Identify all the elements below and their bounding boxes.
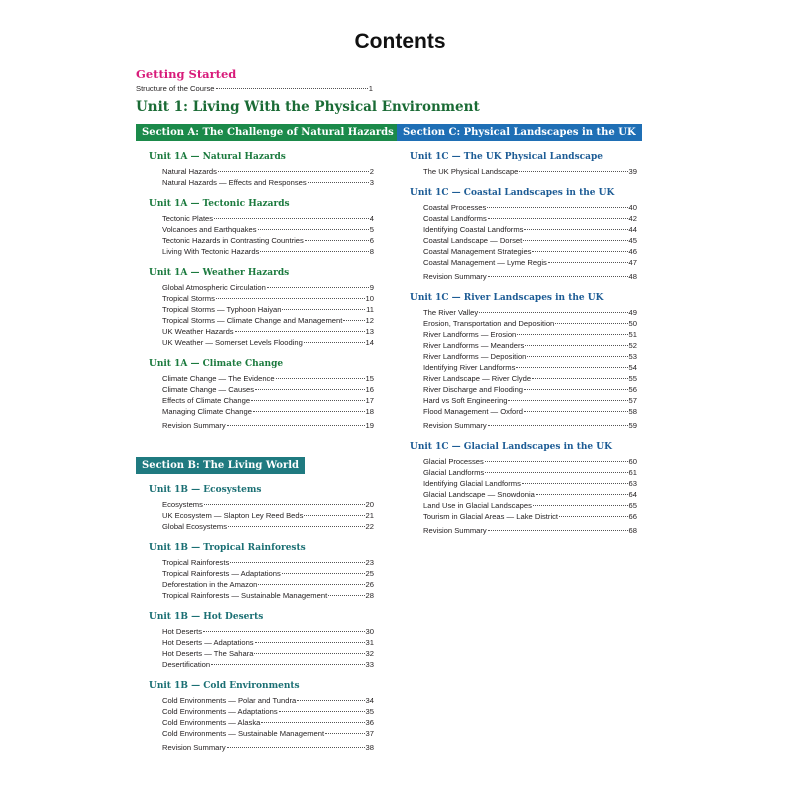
toc-entry-label: River Landforms — Meanders [423,341,525,350]
toc-entry-label: Revision Summary [423,272,487,281]
toc-entry-label: Hot Deserts — The Sahara [162,649,254,658]
toc-entry-page: 2 [369,167,374,176]
toc-entry[interactable] [162,648,374,659]
dot-leader [524,389,628,390]
toc-entry-page: 26 [365,580,374,589]
toc-entry[interactable] [162,282,374,293]
toc-entry[interactable] [423,467,637,478]
toc-entry-label: Erosion, Transportation and Deposition [423,319,555,328]
dot-leader [204,504,365,505]
toc-entry-page: 14 [365,338,374,347]
subsection-heading: Unit 1C — Glacial Landscapes in the UK [410,442,612,452]
subsection-heading: Unit 1B — Tropical Rainforests [149,543,306,553]
toc-entry[interactable] [423,395,637,406]
dot-leader [230,562,364,563]
toc-entry-page: 66 [628,512,637,521]
toc-entry[interactable] [162,579,374,590]
toc-entry-label: Tropical Storms — Climate Change and Management [162,316,343,325]
toc-entry-page: 42 [628,214,637,223]
toc-entry-page: 33 [365,660,374,669]
toc-entry[interactable] [162,384,374,395]
dot-leader [325,733,364,734]
toc-entry[interactable] [162,637,374,648]
toc-entry-page: 53 [628,352,637,361]
toc-entry-label: Tropical Rainforests — Adaptations [162,569,281,578]
toc-entry-label: Coastal Landforms [423,214,487,223]
toc-entry[interactable] [423,511,637,522]
section-c-bar: Section C: Physical Landscapes in the UK [397,124,642,141]
dot-leader [297,700,364,701]
toc-entry[interactable] [423,307,637,318]
dot-leader [203,631,364,632]
toc-entry-label: Global Atmospheric Circulation [162,283,266,292]
toc-entry-label: Volcanoes and Earthquakes [162,225,257,234]
toc-entry[interactable] [162,337,374,348]
toc-entry[interactable] [162,659,374,670]
dot-leader [555,323,627,324]
toc-entry-label: Identifying Glacial Landforms [423,479,521,488]
dot-leader [251,400,364,401]
toc-entry-label: Glacial Landscape — Snowdonia [423,490,535,499]
toc-entry-label: Glacial Landforms [423,468,485,477]
toc-entry-page: 44 [628,225,637,234]
toc-entry[interactable] [423,362,637,373]
toc-entry-label: Deforestation in the Amazon [162,580,258,589]
dot-leader [267,287,369,288]
section-a-list [136,152,374,431]
toc-entry-page: 3 [369,178,374,187]
section-c-list [397,152,637,536]
toc-entry-page: 47 [628,258,637,267]
toc-entry-page: 15 [365,374,374,383]
toc-entry[interactable] [162,235,374,246]
dot-leader [488,530,628,531]
dot-leader [533,505,628,506]
dot-leader [216,88,368,89]
toc-entry[interactable] [423,224,637,235]
toc-entry-label: The UK Physical Landscape [423,167,519,176]
dot-leader [258,229,369,230]
dot-leader [527,356,627,357]
toc-entry-page: 64 [628,490,637,499]
toc-entry-page: 20 [365,500,374,509]
toc-entry-label: Climate Change — Causes [162,385,255,394]
dot-leader [488,276,628,277]
toc-entry-label: Hot Deserts — Adaptations [162,638,254,647]
section-b-list [136,485,374,753]
dot-leader [261,722,364,723]
toc-entry-page: 28 [365,591,374,600]
right-column [397,122,637,536]
toc-entry-label: Glacial Processes [423,457,484,466]
dot-leader [227,747,365,748]
unit-heading: Unit 1: Living With the Physical Environment [136,99,480,115]
toc-entry-label: Identifying River Landforms [423,363,516,372]
toc-entry-label: Cold Environments — Adaptations [162,707,278,716]
dot-leader [524,411,628,412]
toc-entry-label: Identifying Coastal Landforms [423,225,524,234]
dot-leader [305,240,369,241]
toc-entry[interactable] [162,224,374,235]
toc-entry-label: Tropical Storms — Typhoon Haiyan [162,305,282,314]
toc-entry-page: 11 [366,305,374,314]
toc-entry-page: 32 [365,649,374,658]
toc-entry-page: 68 [628,526,637,535]
toc-entry-page: 39 [628,167,637,176]
toc-entry[interactable] [162,293,374,304]
toc-entry-page: 12 [365,316,374,325]
toc-entry[interactable] [162,246,374,257]
subsection-heading: Unit 1A — Weather Hazards [149,268,290,278]
dot-leader [282,573,365,574]
toc-entry-page: 21 [365,511,374,520]
toc-entry-page: 8 [369,247,374,256]
toc-entry[interactable] [162,177,374,188]
toc-entry-page: 22 [365,522,374,531]
toc-entry-label: Revision Summary [162,421,226,430]
toc-entry[interactable] [162,590,374,601]
revision-summary-entry[interactable] [162,420,374,431]
dot-leader [255,389,365,390]
dot-leader [485,472,627,473]
dot-leader [488,425,628,426]
revision-summary-entry[interactable] [423,525,637,536]
toc-entry[interactable] [162,695,374,706]
toc-entry-label: Natural Hazards [162,167,217,176]
dot-leader [525,345,627,346]
toc-entry-label: Living With Tectonic Hazards [162,247,260,256]
toc-entry-label: Tourism in Glacial Areas — Lake District [423,512,559,521]
toc-entry[interactable] [136,83,373,94]
dot-leader [279,711,365,712]
toc-entry[interactable] [423,500,637,511]
dot-leader [235,331,365,332]
toc-entry-page: 31 [365,638,374,647]
toc-entry[interactable] [423,489,637,500]
toc-entry-label: Climate Change — The Evidence [162,374,275,383]
toc-entry-page: 59 [628,421,637,430]
toc-entry[interactable] [162,213,374,224]
toc-entry[interactable] [162,304,374,315]
dot-leader [532,378,628,379]
toc-entry[interactable] [162,395,374,406]
toc-entry-page: 57 [628,396,637,405]
toc-entry-label: Structure of the Course [136,84,215,93]
toc-entry[interactable] [423,166,637,177]
dot-leader [485,461,628,462]
page-title: Contents [354,30,446,53]
dot-leader [532,251,627,252]
toc-entry-label: Tropical Storms [162,294,215,303]
toc-entry-page: 40 [628,203,637,212]
dot-leader [255,642,365,643]
toc-entry-label: Coastal Landscape — Dorset [423,236,523,245]
toc-entry-label: Global Ecosystems [162,522,227,531]
toc-entry-label: Effects of Climate Change [162,396,251,405]
dot-leader [524,229,627,230]
subsection-heading: Unit 1A — Tectonic Hazards [149,199,290,209]
dot-leader [258,584,364,585]
toc-entry-page: 17 [365,396,374,405]
dot-leader [516,367,627,368]
section-b-bar: Section B: The Living World [136,457,305,474]
dot-leader [328,595,364,596]
dot-leader [254,653,364,654]
subsection-heading: Unit 1A — Natural Hazards [149,152,286,162]
toc-entry-page: 50 [628,319,637,328]
toc-entry[interactable] [162,557,374,568]
toc-entry-page: 1 [368,84,373,93]
toc-entry-page: 35 [365,707,374,716]
toc-entry[interactable] [162,499,374,510]
toc-entry-label: Managing Climate Change [162,407,252,416]
toc-entry-label: UK Weather Hazards [162,327,234,336]
left-column [136,122,394,753]
subsection-heading: Unit 1C — Coastal Landscapes in the UK [410,188,615,198]
subsection-heading: Unit 1A — Climate Change [149,359,284,369]
toc-entry[interactable] [162,626,374,637]
toc-entry-label: River Landforms — Erosion [423,330,517,339]
getting-started-heading: Getting Started [136,67,237,81]
toc-entry-page: 9 [369,283,374,292]
toc-entry-label: Tropical Rainforests — Sustainable Management [162,591,328,600]
toc-entry-page: 25 [365,569,374,578]
toc-entry-label: Coastal Management — Lyme Regis [423,258,547,267]
dot-leader [218,171,369,172]
toc-entry-label: Hot Deserts [162,627,203,636]
toc-entry-page: 55 [628,374,637,383]
toc-entry[interactable] [162,166,374,177]
toc-entry[interactable] [423,329,637,340]
toc-entry-label: Tectonic Plates [162,214,214,223]
toc-entry[interactable] [162,326,374,337]
toc-entry-page: 63 [628,479,637,488]
toc-entry[interactable] [423,340,637,351]
toc-entry[interactable] [162,373,374,384]
toc-entry-label: UK Weather — Somerset Levels Flooding [162,338,303,347]
dot-leader [517,334,627,335]
toc-entry[interactable] [423,351,637,362]
toc-entry-label: Natural Hazards — Effects and Responses [162,178,307,187]
toc-entry-page: 52 [628,341,637,350]
toc-entry[interactable] [423,478,637,489]
dot-leader [508,400,627,401]
toc-entry-page: 16 [365,385,374,394]
toc-entry-label: The River Valley [423,308,479,317]
toc-entry[interactable] [162,315,374,326]
dot-leader [519,171,627,172]
toc-entry-page: 37 [365,729,374,738]
toc-entry[interactable] [423,235,637,246]
toc-entry-page: 58 [628,407,637,416]
dot-leader [304,515,364,516]
toc-entry[interactable] [423,384,637,395]
section-a-bar: Section A: The Challenge of Natural Hazards [136,124,400,141]
toc-entry-label: River Landscape — River Clyde [423,374,532,383]
toc-entry-label: Flood Management — Oxford [423,407,524,416]
dot-leader [479,312,627,313]
toc-entry-page: 56 [628,385,637,394]
toc-entry-page: 46 [628,247,637,256]
dot-leader [260,251,368,252]
toc-entry-page: 23 [365,558,374,567]
toc-entry[interactable] [162,568,374,579]
toc-entry[interactable] [423,373,637,384]
toc-entry[interactable] [423,246,637,257]
subsection-heading: Unit 1C — The UK Physical Landscape [410,152,603,162]
revision-summary-entry[interactable] [162,742,374,753]
revision-summary-entry[interactable] [423,420,637,431]
toc-entry-page: 36 [365,718,374,727]
toc-entry-label: Coastal Processes [423,203,487,212]
toc-entry-page: 49 [628,308,637,317]
toc-entry[interactable] [162,717,374,728]
dot-leader [214,218,369,219]
toc-entry-page: 13 [365,327,374,336]
dot-leader [343,320,364,321]
toc-entry-label: Revision Summary [423,526,487,535]
toc-entry-label: River Landforms — Deposition [423,352,527,361]
toc-entry-label: Cold Environments — Alaska [162,718,261,727]
toc-entry-page: 30 [365,627,374,636]
dot-leader [488,218,628,219]
toc-entry-label: Cold Environments — Polar and Tundra [162,696,297,705]
toc-entry-page: 45 [628,236,637,245]
dot-leader [227,425,365,426]
dot-leader [228,526,365,527]
toc-entry-page: 34 [365,696,374,705]
toc-entry-label: UK Ecosystem — Slapton Ley Reed Beds [162,511,304,520]
toc-entry-page: 65 [628,501,637,510]
toc-entry-page: 54 [628,363,637,372]
toc-entry[interactable] [423,456,637,467]
toc-entry-page: 61 [628,468,637,477]
toc-entry-label: Coastal Management Strategies [423,247,532,256]
toc-entry-label: Cold Environments — Sustainable Management [162,729,325,738]
subsection-heading: Unit 1C — River Landscapes in the UK [410,293,604,303]
toc-entry[interactable] [162,510,374,521]
toc-entry-page: 19 [365,421,374,430]
dot-leader [548,262,628,263]
toc-entry-label: Tectonic Hazards in Contrasting Countries [162,236,304,245]
toc-entry-page: 51 [628,330,637,339]
subsection-heading: Unit 1B — Ecosystems [149,485,262,495]
toc-entry-label: Desertification [162,660,211,669]
toc-entry-page: 10 [365,294,374,303]
toc-entry-page: 48 [628,272,637,281]
dot-leader [276,378,365,379]
dot-leader [216,298,365,299]
subsection-heading: Unit 1B — Hot Deserts [149,612,264,622]
toc-entry[interactable] [162,521,374,532]
toc-entry-label: Ecosystems [162,500,203,509]
subsection-heading: Unit 1B — Cold Environments [149,681,300,691]
toc-entry[interactable] [423,318,637,329]
toc-entry-page: 4 [369,214,374,223]
dot-leader [253,411,365,412]
toc-entry[interactable] [162,706,374,717]
dot-leader [522,483,628,484]
toc-entry[interactable] [162,728,374,739]
toc-entry[interactable] [423,406,637,417]
toc-entry-label: Land Use in Glacial Landscapes [423,501,532,510]
toc-entry-page: 60 [628,457,637,466]
toc-entry-label: Hard vs Soft Engineering [423,396,508,405]
revision-summary-entry[interactable] [423,271,637,282]
dot-leader [282,309,365,310]
toc-entry-page: 38 [365,743,374,752]
dot-leader [308,182,369,183]
toc-entry-label: Revision Summary [423,421,487,430]
toc-entry-label: River Discharge and Flooding [423,385,524,394]
dot-leader [536,494,628,495]
dot-leader [304,342,365,343]
toc-entry-label: Tropical Rainforests [162,558,230,567]
dot-leader [559,516,628,517]
toc-entry-label: Revision Summary [162,743,226,752]
toc-entry[interactable] [162,406,374,417]
toc-entry[interactable] [423,202,637,213]
dot-leader [487,207,627,208]
toc-entry-page: 5 [369,225,374,234]
dot-leader [211,664,364,665]
dot-leader [523,240,627,241]
toc-entry-page: 18 [365,407,374,416]
toc-entry[interactable] [423,213,637,224]
toc-entry-page: 6 [369,236,374,245]
toc-entry[interactable] [423,257,637,268]
